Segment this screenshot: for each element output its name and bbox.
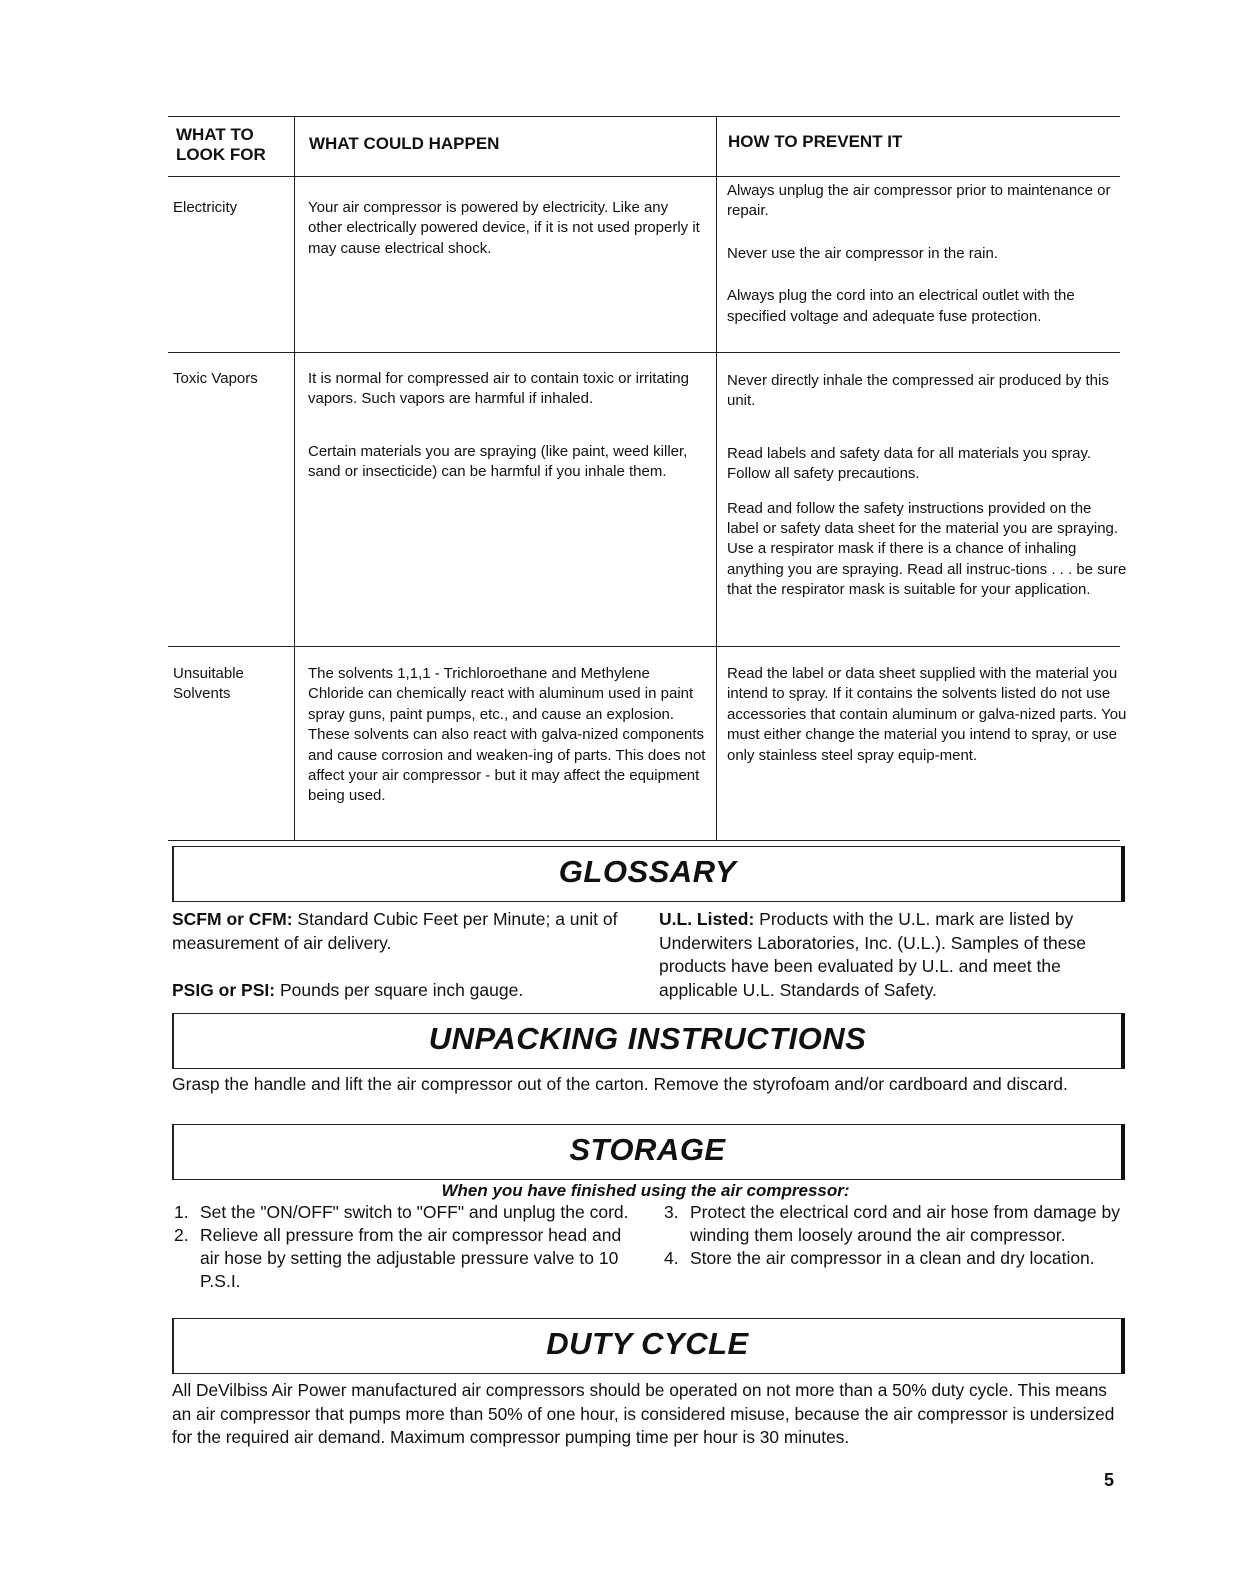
list-number: 4. — [664, 1248, 679, 1268]
list-text: Store the air compressor in a clean and dry location. — [690, 1248, 1095, 1268]
page-number: 5 — [1104, 1470, 1115, 1490]
list-item — [174, 1224, 642, 1293]
prevent-paragraph: Never use the air compressor in the rain. — [727, 244, 998, 262]
row-item-electricity: Electricity — [173, 199, 238, 216]
glossary-banner — [172, 846, 1125, 902]
glossary-definition: Standard Cubic Feet per Minute; a unit of measurement of air delivery. — [172, 909, 618, 953]
prevent-paragraph: Never directly inhale the compressed air produced by this unit. — [727, 372, 1109, 410]
row-happen-electricity — [308, 198, 706, 259]
table-column-rule — [294, 116, 295, 840]
row-item-toxic-vapors: Toxic Vapors — [173, 370, 258, 387]
glossary-psig — [172, 979, 644, 1003]
prevent-paragraph: Read and follow the safety instructions provided on the label or safety data sheet for the material you are spraying. Use a respirator mask if there is a chance of inhaling anything you are spraying. Read all instruc-tions . . . be sure that the respirator mask is suitable for your application. — [727, 499, 1127, 599]
prevent-paragraph: Always plug the cord into an electrical outlet with the specified voltage and adequate fuse protection. — [727, 287, 1075, 325]
table-bottom-rule — [168, 840, 1120, 841]
happen-paragraph: Certain materials you are spraying (like paint, weed killer, sand or insecticide) can be harmful if you inhale them. — [308, 442, 688, 481]
list-item — [664, 1201, 1126, 1247]
list-text: Protect the electrical cord and air hose from damage by winding them loosely around the air compressor. — [690, 1202, 1120, 1245]
row-happen-toxic-vapors — [308, 369, 706, 483]
row-prevent-unsuitable-solvents — [727, 664, 1127, 766]
header-what-to-look-for: WHAT TO LOOK FOR — [176, 125, 266, 164]
row-item-unsuitable-solvents: Unsuitable Solvents — [173, 665, 244, 703]
duty-cycle-banner — [172, 1318, 1125, 1374]
glossary-definition: Products with the U.L. mark are listed by Underwiters Laboratories, Inc. (U.L.). Samples of these products have been evaluated by U.L. and meet the applicable U.L. Standards of Safety. — [659, 909, 1086, 1000]
duty-cycle-text — [172, 1379, 1130, 1450]
list-item — [664, 1247, 1126, 1270]
table-row-rule — [168, 352, 1120, 353]
duty-cycle-paragraph: All DeVilbiss Air Power manufactured air compressors should be operated on not more than a 50% duty cycle. This means an air compressor that pumps more than 50% of one hour, is considered misuse, because the air compressor is undersized for the required air demand. Maximum compressor pumping time per hour is 30 minutes. — [172, 1380, 1115, 1447]
unpacking-title: UNPACKING INSTRUCTIONS — [428, 1021, 867, 1056]
glossary-scfm — [172, 908, 644, 955]
table-row-rule — [168, 646, 1120, 647]
list-text: Relieve all pressure from the air compressor head and air hose by setting the adjustable pressure valve to 10 P.S.I. — [200, 1225, 622, 1291]
glossary-ul-listed — [659, 908, 1124, 1002]
unpacking-banner — [172, 1013, 1125, 1069]
glossary-definition: Pounds per square inch gauge. — [279, 980, 524, 1000]
list-number: 2. — [174, 1225, 189, 1245]
unpacking-paragraph: Grasp the handle and lift the air compressor out of the carton. Remove the styrofoam and/or cardboard and discard. — [172, 1074, 1068, 1094]
prevent-paragraph: Read labels and safety data for all materials you spray. Follow all safety precautions. — [727, 444, 1092, 483]
storage-list-left — [174, 1201, 642, 1293]
happen-paragraph: The solvents 1,1,1 - Trichloroethane and Methylene Chloride can chemically react with aluminum used in paint spray guns, paint pumps, etc., and cause an explosion. These solvents can also react with galva-nized components and cause corrosion and weaken-ing of parts. This does not affect your air compressor - but it may affect the equipment being used. — [308, 665, 706, 805]
table-column-rule — [716, 116, 717, 840]
duty-cycle-title: DUTY CYCLE — [546, 1326, 749, 1361]
prevent-paragraph: Read the label or data sheet supplied with the material you intend to spray. If it contains the solvents listed do not use accessories that contain aluminum or galva-nized parts. You must either change the material you intend to spray, or use only stainless steel spray equip-ment. — [727, 665, 1127, 764]
header-how-to-prevent-it: HOW TO PREVENT IT — [728, 132, 903, 151]
row-prevent-toxic-vapors — [727, 371, 1127, 601]
header-what-could-happen: WHAT COULD HAPPEN — [309, 134, 500, 153]
storage-banner — [172, 1124, 1125, 1180]
glossary-title: GLOSSARY — [558, 854, 737, 889]
list-number: 1. — [174, 1202, 189, 1222]
list-number: 3. — [664, 1202, 679, 1222]
storage-list-right — [664, 1201, 1126, 1270]
storage-subheading: When you have finished using the air compressor: — [441, 1181, 850, 1200]
list-item — [174, 1201, 642, 1224]
happen-paragraph: Your air compressor is powered by electricity. Like any other electrically powered device, if it is not used properly it may cause electrical shock. — [308, 199, 700, 257]
storage-title: STORAGE — [569, 1132, 726, 1167]
row-happen-unsuitable-solvents — [308, 664, 708, 807]
list-text: Set the "ON/OFF" switch to "OFF" and unplug the cord. — [200, 1202, 629, 1222]
table-header-rule — [168, 176, 1120, 177]
happen-paragraph: It is normal for compressed air to contain toxic or irritating vapors. Such vapors are harmful if inhaled. — [308, 370, 689, 408]
glossary-term: PSIG or PSI: — [172, 980, 276, 1000]
row-prevent-electricity — [727, 181, 1127, 327]
glossary-term: U.L. Listed: — [659, 909, 755, 929]
prevent-paragraph: Always unplug the air compressor prior to maintenance or repair. — [727, 182, 1111, 220]
unpacking-text — [172, 1073, 1082, 1097]
table-top-rule — [168, 116, 1120, 117]
glossary-term: SCFM or CFM: — [172, 909, 293, 929]
